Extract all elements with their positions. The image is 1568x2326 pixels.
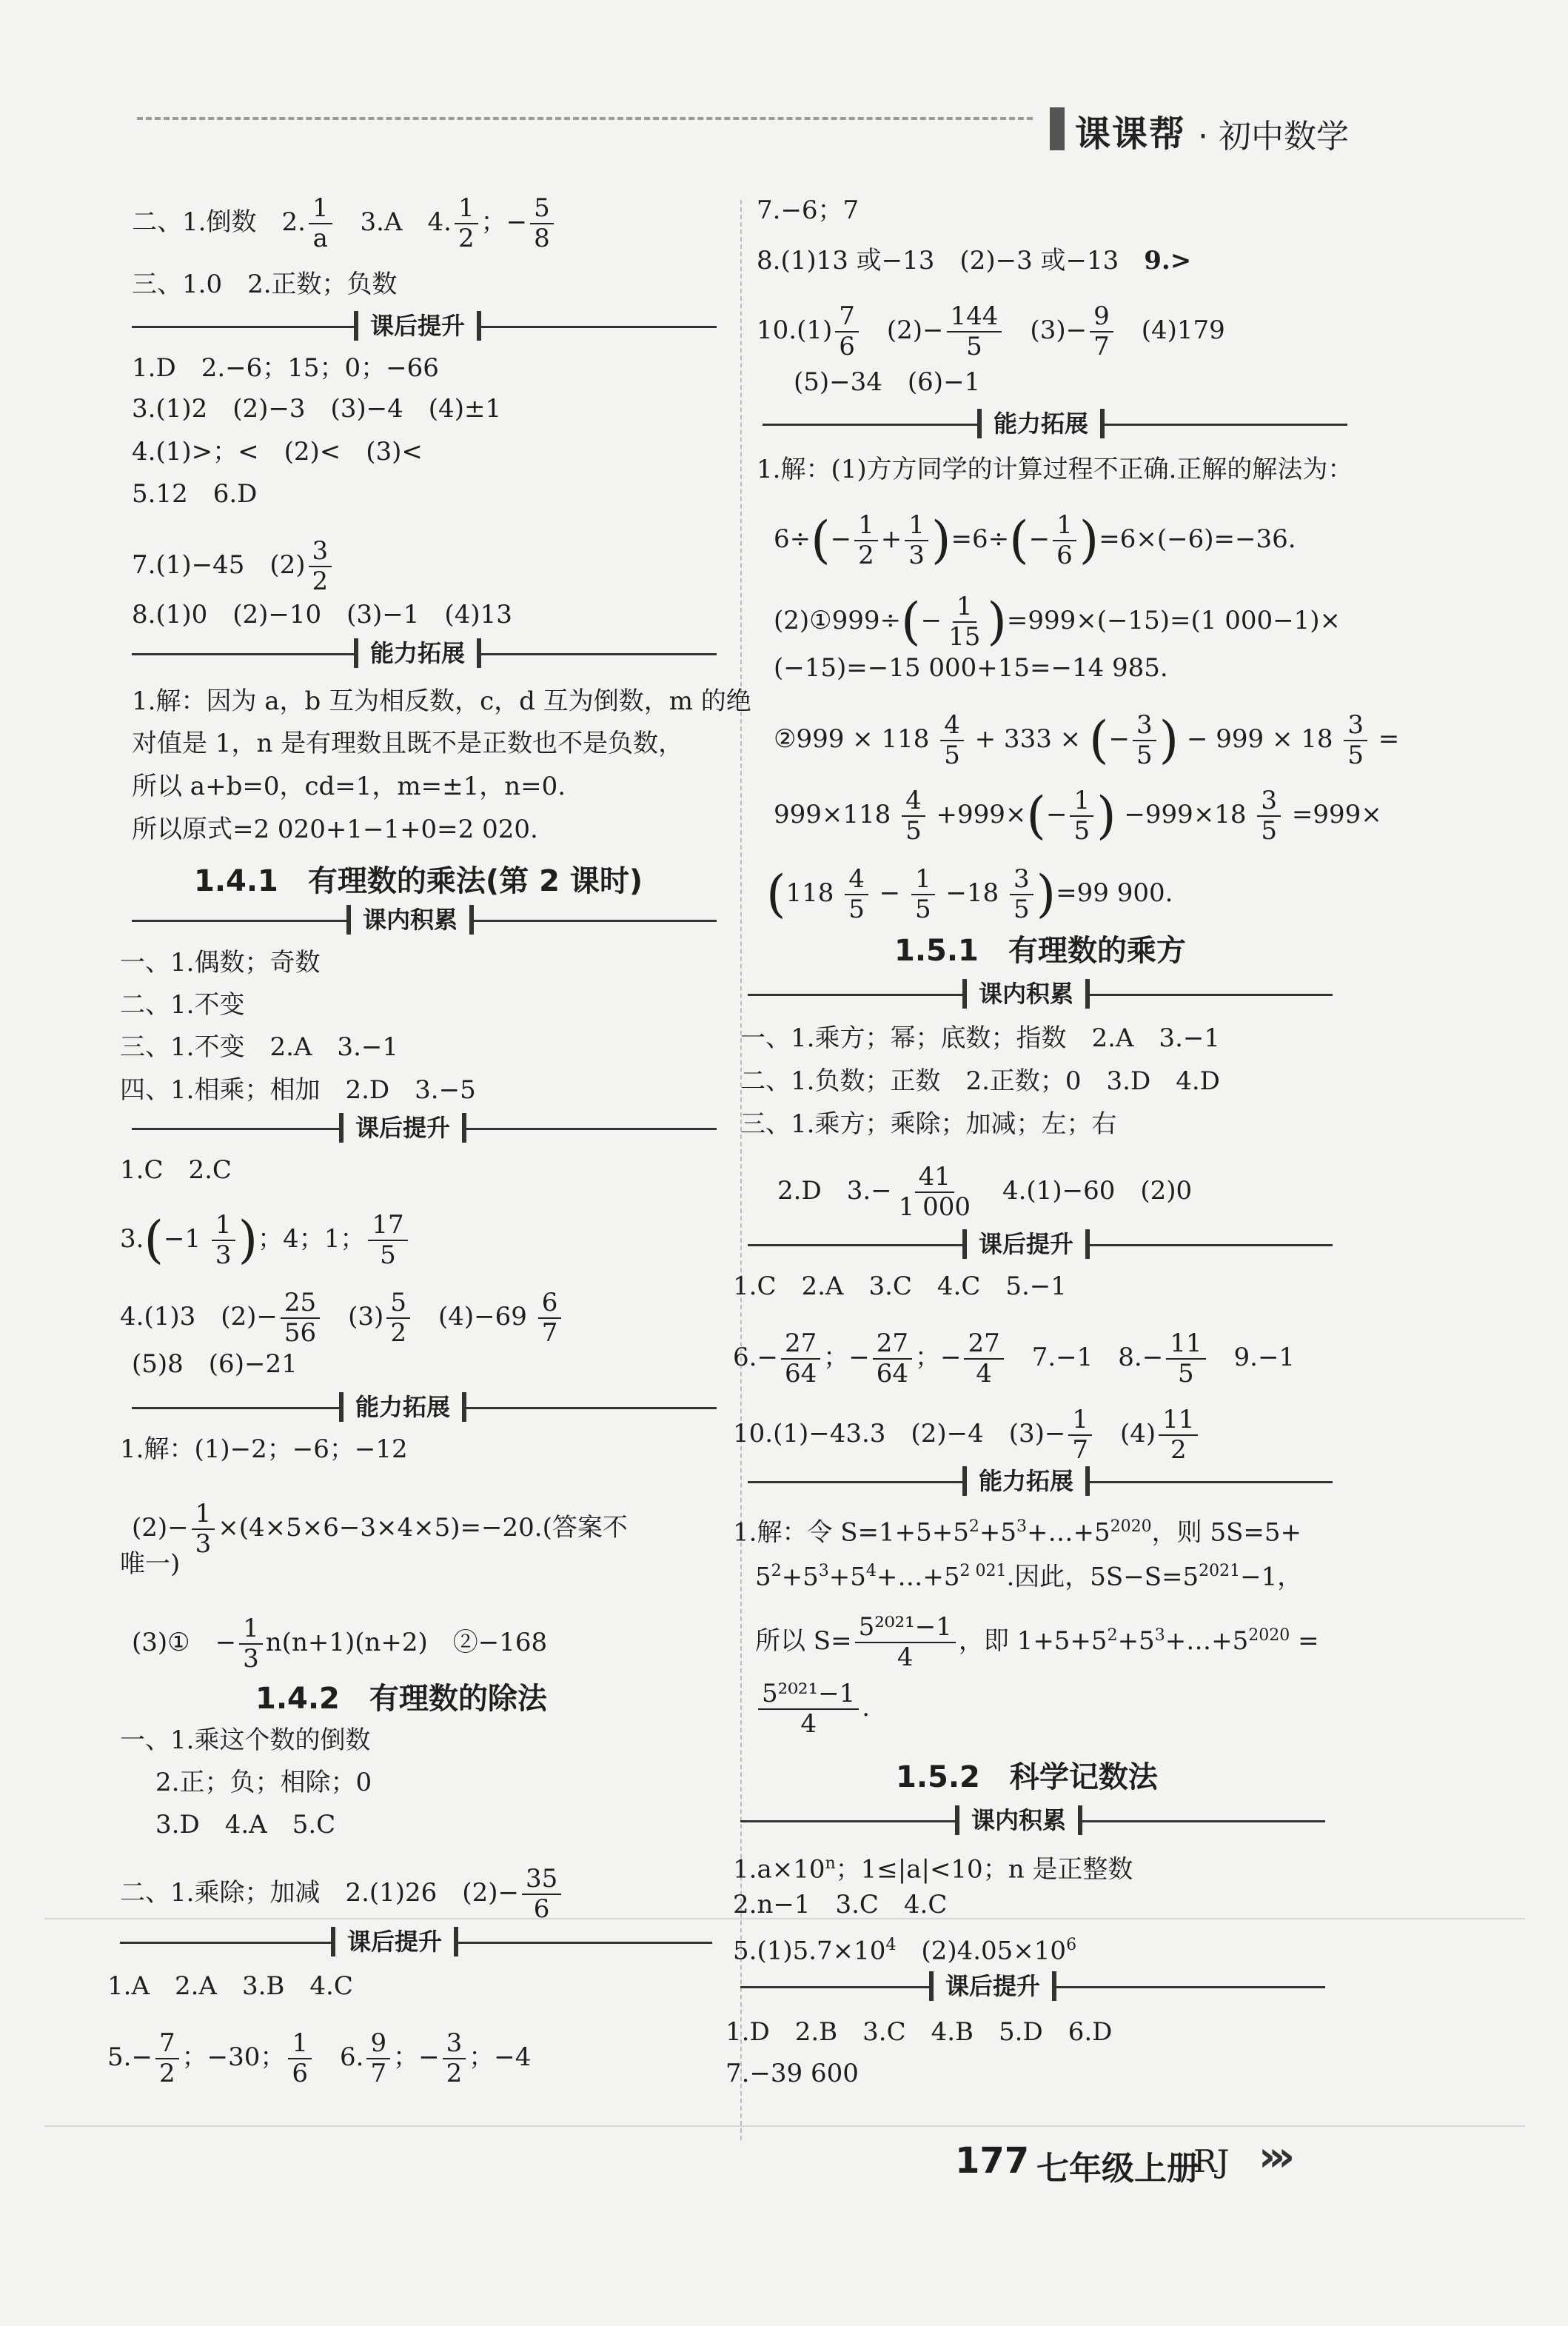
answer-line: (2)①999÷(− $\frac{1}{15}$ )=999×(−15)=(1 000−1)× (774, 592, 1341, 652)
section-in-class: 课内积累 (740, 1805, 1325, 1835)
answer-line: 所以 S= $\frac{\text{5²⁰²¹−1}}{4}$ ，即 $1+5+5^2+5^3+\dots+5^{2020}$ = (755, 1612, 1319, 1673)
answer-line: 2.n−1 3.C 4.C (733, 1890, 948, 1919)
answer-line: (5)−34 (6)−1 (794, 367, 981, 397)
subject-label: · 初中数学 (1198, 118, 1349, 156)
section-ability: 能力拓展 (748, 1466, 1333, 1496)
answer-line: 一、1.偶数；奇数 (120, 948, 321, 977)
answer-line: 7.−39 600 (726, 2059, 859, 2088)
answer-line: 三、1.0 2.正数；负数 (132, 270, 398, 299)
header-marker-bar (1050, 107, 1065, 150)
section-in-class: 课内积累 (132, 905, 717, 935)
answer-line: (5)8 (6)−21 (132, 1349, 298, 1379)
section-title: 1.5.1 有理数的乘方 (894, 934, 1186, 968)
answer-line: 8.(1)0 (2)−10 (3)−1 (4)13 (132, 600, 512, 629)
answer-line: 唯一) (120, 1549, 181, 1579)
answer-line: 三、1.乘方；乘除；加减；左；右 (740, 1109, 1117, 1139)
answer-line: 1.D 2.−6；15；0；−66 (132, 353, 439, 383)
answer-line: 1.解：令 $S=1+5+5^2+5^3+\dots+5^{2020}$，则 5S=5+ (733, 1517, 1301, 1548)
answer-line: 5.12 6.D (132, 479, 258, 509)
section-title: 1.5.2 科学记数法 (896, 1760, 1158, 1794)
answer-line: 999×118 $\frac{4}{5}$ +999×(− $\frac{1}{5}$ ) −999×18 $\frac{3}{5}$ =999× (774, 786, 1382, 846)
answer-line: 一、1.乘方；幂；底数；指数 2.A 3.−1 (740, 1023, 1220, 1053)
grade-label: 七年级上册 (1036, 2150, 1199, 2188)
section-after-class: 课后提升 (132, 311, 717, 341)
answer-line: 3.(−1 $\frac{1}{3}$ )；4；1； $\frac{17}{5}$ (120, 1211, 411, 1270)
section-ability: 能力拓展 (763, 409, 1347, 438)
answer-line: (2)− $\frac{1}{3}$ ×(4×5×6−3×4×5)=−20.(答案不 (132, 1499, 628, 1560)
answer-line: 三、1.不变 2.A 3.−1 (120, 1032, 398, 1062)
answer-line: 二、1.不变 (120, 990, 245, 1020)
section-ability: 能力拓展 (132, 1392, 717, 1422)
chevron-right-icon: ››› (1259, 2133, 1288, 2181)
header-dashed-rule (137, 117, 1033, 120)
answer-line: 6.− $\frac{27}{64}$ ；− $\frac{27}{64}$ ；− $\frac{27}{4}$ 7.−1 8.− $\frac{11}{5}$ 9.−1 (733, 1329, 1296, 1389)
edition-label: RJ (1193, 2143, 1230, 2179)
answer-line: 1.D 2.B 3.C 4.B 5.D 6.D (726, 2017, 1113, 2047)
answer-line: $\frac{\text{5²⁰²¹−1}}{4}$ . (755, 1680, 870, 1739)
section-in-class: 课内积累 (748, 979, 1333, 1009)
answer-line: 5.− $\frac{7}{2}$ ；−30； $\frac{1}{6}$ 6. $\frac{9}{7}$ ；− $\frac{3}{2}$ ；−4 (107, 2028, 532, 2089)
page-number: 177 (955, 2140, 1030, 2182)
answer-line: 1.C 2.C (120, 1155, 232, 1185)
answer-line: 1.A 2.A 3.B 4.C (107, 1971, 353, 2001)
section-title: 1.4.2 有理数的除法 (255, 1682, 547, 1716)
answer-line: 所以 a+b=0，cd=1，m=±1，n=0. (132, 772, 566, 801)
answer-line: (118 $\frac{4}{5}$ − $\frac{1}{5}$ −18 $\frac{3}{5}$ )=99 900. (766, 864, 1173, 925)
answer-line: 1.C 2.A 3.C 4.C 5.−1 (733, 1271, 1067, 1301)
answer-line: 3.(1)2 (2)−3 (3)−4 (4)±1 (132, 394, 502, 424)
answer-line: 6÷(− $\frac{1}{2}$ + $\frac{1}{3}$ )=6÷(− $\frac{1}{6}$ )=6×(−6)=−36. (774, 510, 1296, 571)
answer-line: 所以原式=2 020+1−1+0=2 020. (132, 815, 538, 844)
answer-line: 1.解：(1)方方同学的计算过程不正确.正解的解法为： (757, 455, 1353, 484)
answer-line: 2.正；负；相除；0 (155, 1768, 372, 1797)
section-after-class: 课后提升 (748, 1229, 1333, 1259)
answer-line: 7.−6；7 (757, 195, 860, 225)
answer-line: 1.解：(1)−2；−6；−12 (120, 1434, 408, 1464)
answer-line: 10.(1)−43.3 (2)−4 (3)− $\frac{1}{7}$ (4) $\frac{11}{2}$ (733, 1406, 1201, 1465)
answer-line: 10.(1) $\frac{7}{6}$ (2)− $\frac{144}{5}$ (3)− $\frac{9}{7}$ (4)179 (757, 301, 1225, 362)
answer-line: $5.(1)5.7\times 10^4$ $(2)4.05\times 10^6$ (733, 1936, 1077, 1966)
answer-line: 4.(1)3 (2)− $\frac{25}{56}$ (3) $\frac{5}{2}$ (4)−69 $\frac{6}{7}$ (120, 1289, 564, 1348)
answer-line: 二、1.乘除；加减 2.(1)26 (2)− $\frac{35}{6}$ (120, 1865, 564, 1924)
answer-line: 二、1.负数；正数 2.正数；0 3.D 4.D (740, 1066, 1220, 1096)
section-after-class: 课后提升 (120, 1927, 712, 1956)
answer-line: 四、1.相乘；相加 2.D 3.−5 (120, 1075, 476, 1105)
answer-line: 7.(1)−45 (2) $\frac{3}{2}$ (132, 537, 335, 596)
answer-line: 8.(1)13 或−13 (2)−3 或−13 9.> (757, 246, 1192, 275)
answer-line: 2.D 3.− $\frac{41}{1 000}$ 4.(1)−60 (2)0 (777, 1162, 1193, 1223)
answer-line: 3.D 4.A 5.C (155, 1810, 336, 1839)
scan-rule (44, 2125, 1525, 2127)
answer-line: (−15)=−15 000+15=−14 985. (774, 653, 1168, 683)
section-after-class: 课后提升 (132, 1113, 717, 1143)
answer-line: $5^2+5^3+5^4+\dots+5^{2 021}$.因此，$5S-S=5^{2021}-1$， (755, 1562, 1303, 1592)
answer-line: 4.(1)>；< (2)< (3)< (132, 437, 423, 467)
section-ability: 能力拓展 (132, 638, 717, 668)
answer-line: (3)① − $\frac{1}{3}$ n(n+1)(n+2) ②−168 (132, 1614, 548, 1674)
section-after-class: 课后提升 (740, 1971, 1325, 2001)
answer-line: 二、1.倒数 2. $\frac{1}{a}$ 3.A 4. $\frac{1}{2}$ ；− $\frac{5}{8}$ (132, 194, 557, 253)
brand-title: 课课帮 (1075, 113, 1187, 155)
answer-line: 对值是 1，n 是有理数且既不是正数也不是负数， (132, 729, 684, 758)
section-title: 1.4.1 有理数的乘法(第 2 课时) (194, 864, 643, 898)
answer-line: $1.a\times 10^n$；1≤|a|<10；n 是正整数 (733, 1854, 1133, 1885)
answer-line: 1.解：因为 a，b 互为相反数，c，d 互为倒数，m 的绝 (132, 686, 751, 716)
answer-line: ②999 × 118 $\frac{4}{5}$ + 333 × (− $\frac{3}{5}$ ) − 999 × 18 $\frac{3}{5}$ = (774, 710, 1400, 771)
answer-line: 一、1.乘这个数的倒数 (120, 1725, 371, 1755)
